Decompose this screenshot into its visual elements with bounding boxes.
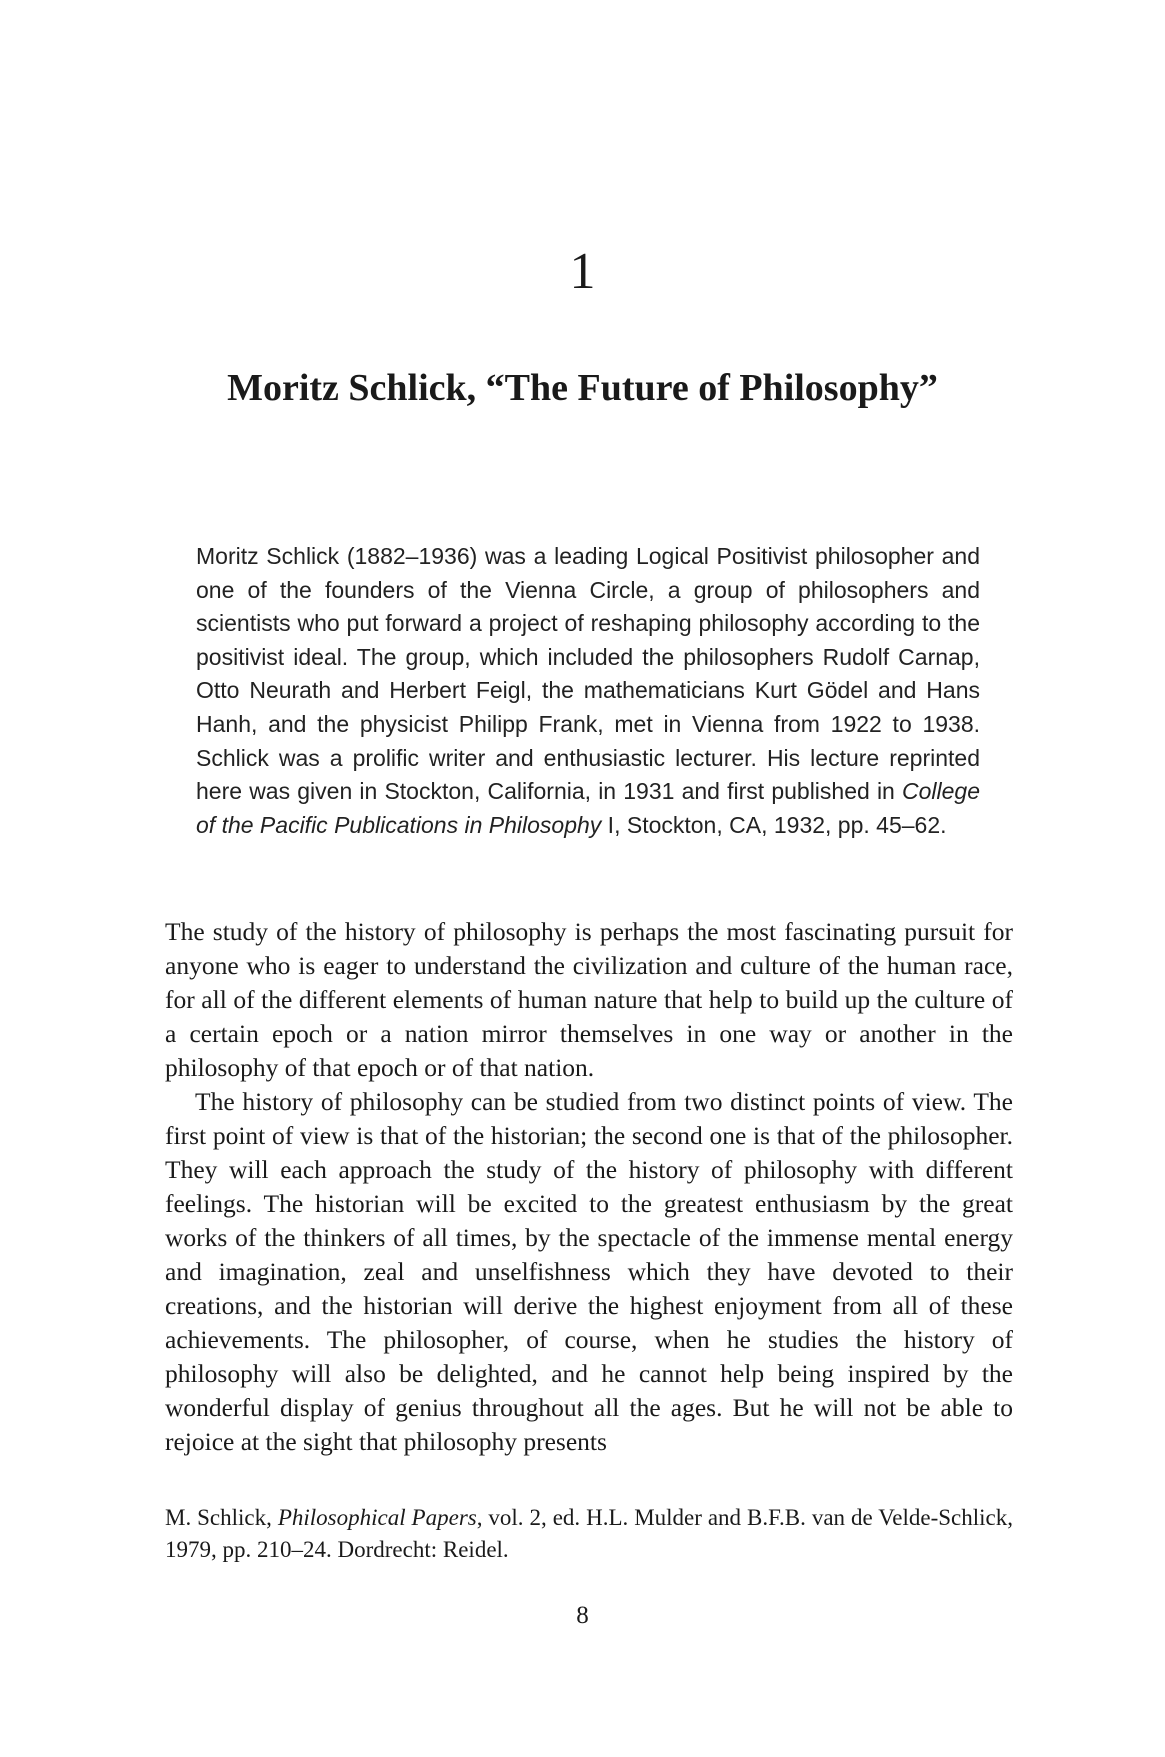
intro-italic-publication-title: College of the Pacific Publications in Philosophy [196, 778, 980, 838]
intro-text-part-2: I, Stockton, CA, 1932, pp. 45–62. [601, 811, 947, 838]
source-footnote [165, 1502, 1013, 1566]
source-text-part-1: M. Schlick, [165, 1505, 278, 1530]
source-text-part-2: , vol. 2, ed. H.L. Mulder and B.F.B. van de Velde-Schlick, 1979, pp. 210–24. Dordrecht: Reidel. [165, 1505, 1013, 1562]
chapter-number: 1 [569, 243, 596, 300]
page-number: 8 [576, 1602, 589, 1629]
intro-text-part-1: Moritz Schlick (1882–1936) was a leading Logical Positivist philosopher and one of the founders of the Vienna Circle, a group of philosophers and scientists who put forward a project of reshaping philosophy according to the positivist ideal. The group, which included the philosophers Rudolf Carnap, Otto Neurath and Herbert Feigl, the mathematicians Kurt Gödel and Hans Hanh, and the physicist Philipp Frank, met in Vienna from 1922 to 1938. Schlick was a prolific writer and enthusiastic lecturer. His lecture reprinted here was given in Stockton, California, in 1931 and first published in [196, 543, 980, 805]
body-paragraph-1: The study of the history of philosophy is perhaps the most fascinating pursuit for anyone who is eager to understand the civilization and culture of the human race, for all of the different elements of human nature that help to build up the culture of a certain epoch or a nation mirror themselves in one way or another in the philosophy of that epoch or of that nation. [165, 917, 1013, 1082]
body-paragraph-2: The history of philosophy can be studied from two distinct points of view. The first point of view is that of the historian; the second one is that of the philosopher. They will each approach the study of the history of philosophy with different feelings. The historian will be excited to the greatest enthusiasm by the great works of the thinkers of all times, by the spectacle of the immense mental energy and imagination, zeal and unselfishness which they have devoted to their creations, and the historian will derive the highest enjoyment from all of these achievements. The philosopher, of course, when he studies the history of philosophy will also be delighted, and he cannot help being inspired by the wonderful display of genius throughout all the ages. But he will not be able to rejoice at the sight that philosophy presents [165, 1087, 1013, 1456]
chapter-title: Moritz Schlick, “The Future of Philosophy” [227, 367, 938, 409]
body-text [165, 915, 1013, 1459]
source-italic-title: Philosophical Papers [277, 1505, 477, 1530]
chapter-introduction [196, 540, 980, 842]
